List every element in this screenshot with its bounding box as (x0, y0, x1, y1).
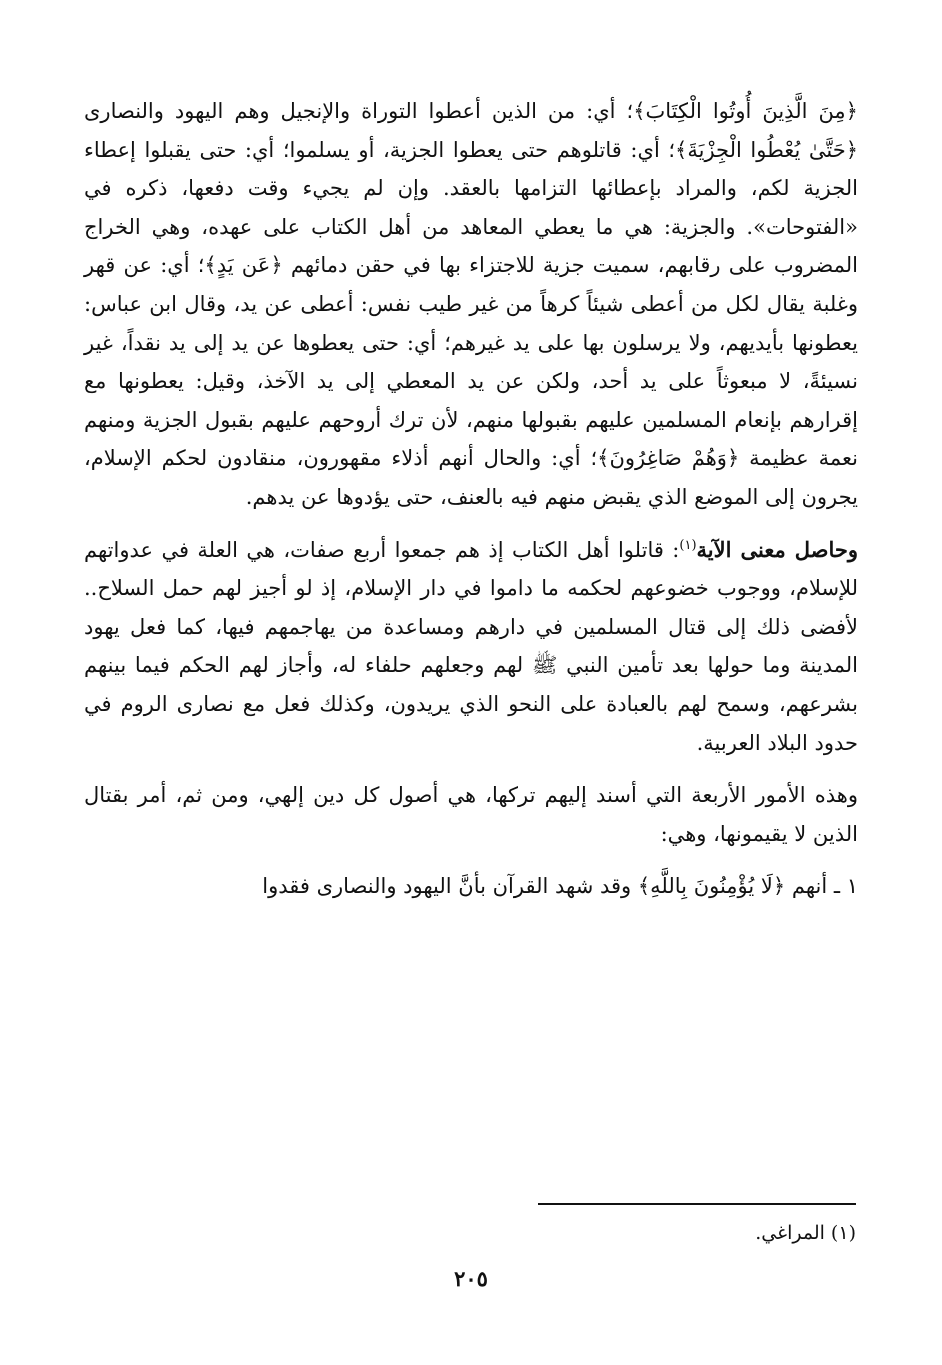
paragraph-text: ﴿مِنَ الَّذِينَ أُوتُوا الْكِتَابَ﴾؛ أي: من الذين أعطوا التوراة والإنجيل وهم اليهود والنصارى ﴿حَتَّىٰ يُعْطُوا الْجِزْيَةَ﴾؛ أي: قاتلوهم حتى يعطوا الجزية، أو يسلموا؛ أي: حتى يقبلوا إعطاء الجزية لكم، والمراد بإعطائها التزامها بالعقد. وإن لم يجيء وقت دفعها، ذكره في «الفتوحات». والجزية: هي ما يعطي المعاهد من أهل الكتاب على عهده، وهي الخراج المضروب على رقابهم، سميت جزية للاجتزاء بها في حقن دمائهم ﴿عَن يَدٍ﴾؛ أي: عن قهر وغلبة يقال لكل من أعطى شيئاً كرهاً من غير طيب نفس: أعطى عن يد، وقال ابن عباس: يعطونها بأيديهم، ولا يرسلون بها على يد غيرهم؛ أي: حتى يعطوها عن يد إلى يد نقداً، غير نسيئةً، لا مبعوثاً على يد أحد، ولكن عن يد المعطي إلى يد الآخذ، وقيل: يعطونها مع إقرارهم بإنعام المسلمين عليهم بقبولها منهم، لأن ترك أروحهم عليهم بقبول الجزية ومنهم نعمة عظيمة ﴿وَهُمْ صَاغِرُونَ﴾؛ أي: والحال أنهم أذلاء مقهورون، منقادون لحكم الإسلام، يجرون إلى الموضع الذي يقبض منهم فيه بالعنف، حتى يؤدوها عن يدهم. (84, 99, 858, 509)
page-number: ٢٠٥ (454, 1266, 488, 1291)
paragraph-tafsir (84, 92, 858, 517)
body-text (84, 92, 858, 906)
paragraph-text: : قاتلوا أهل الكتاب إذ هم جمعوا أربع صفات، هي العلة في عدواتهم للإسلام، ووجوب خضوعهم لحكمه ما داموا في دار الإسلام، إذ لو أجيز لهم حمل السلاح.. لأفضى ذلك إلى قتال المسلمين في دارهم ومساعدة من يهاجمهم فيها، كما فعل يهود المدينة وما حولها بعد تأمين النبي ﷺ لهم وجعلهم حلفاء له، وأجاز لهم الحكم فيما بينهم بشرعهم، وسمح لهم بالعبادة على النحو الذي يريدون، وكذلك فعل مع نصارى الروم في حدود البلاد العربية. (84, 537, 858, 755)
footnote-divider (538, 1203, 856, 1205)
paragraph-four-matters (84, 776, 858, 853)
paragraph-text: ١ ـ أنهم ﴿لَا يُؤْمِنُونَ بِاللَّهِ﴾ وقد شهد القرآن بأنَّ اليهود والنصارى فقدوا (262, 874, 858, 899)
footnote: (١) المراغي. (755, 1222, 856, 1244)
paragraph-lead: وحاصل معنى الآية (696, 536, 858, 562)
footnote-reference: (١) (679, 537, 697, 553)
paragraph-point-one (84, 867, 858, 906)
paragraph-text: وهذه الأمور الأربعة التي أسند إليهم تركها، هي أصول كل دين إلهي، ومن ثم، أمر بقتال الذين لا يقيمونها، وهي: (84, 783, 858, 846)
paragraph-summary (84, 531, 858, 763)
